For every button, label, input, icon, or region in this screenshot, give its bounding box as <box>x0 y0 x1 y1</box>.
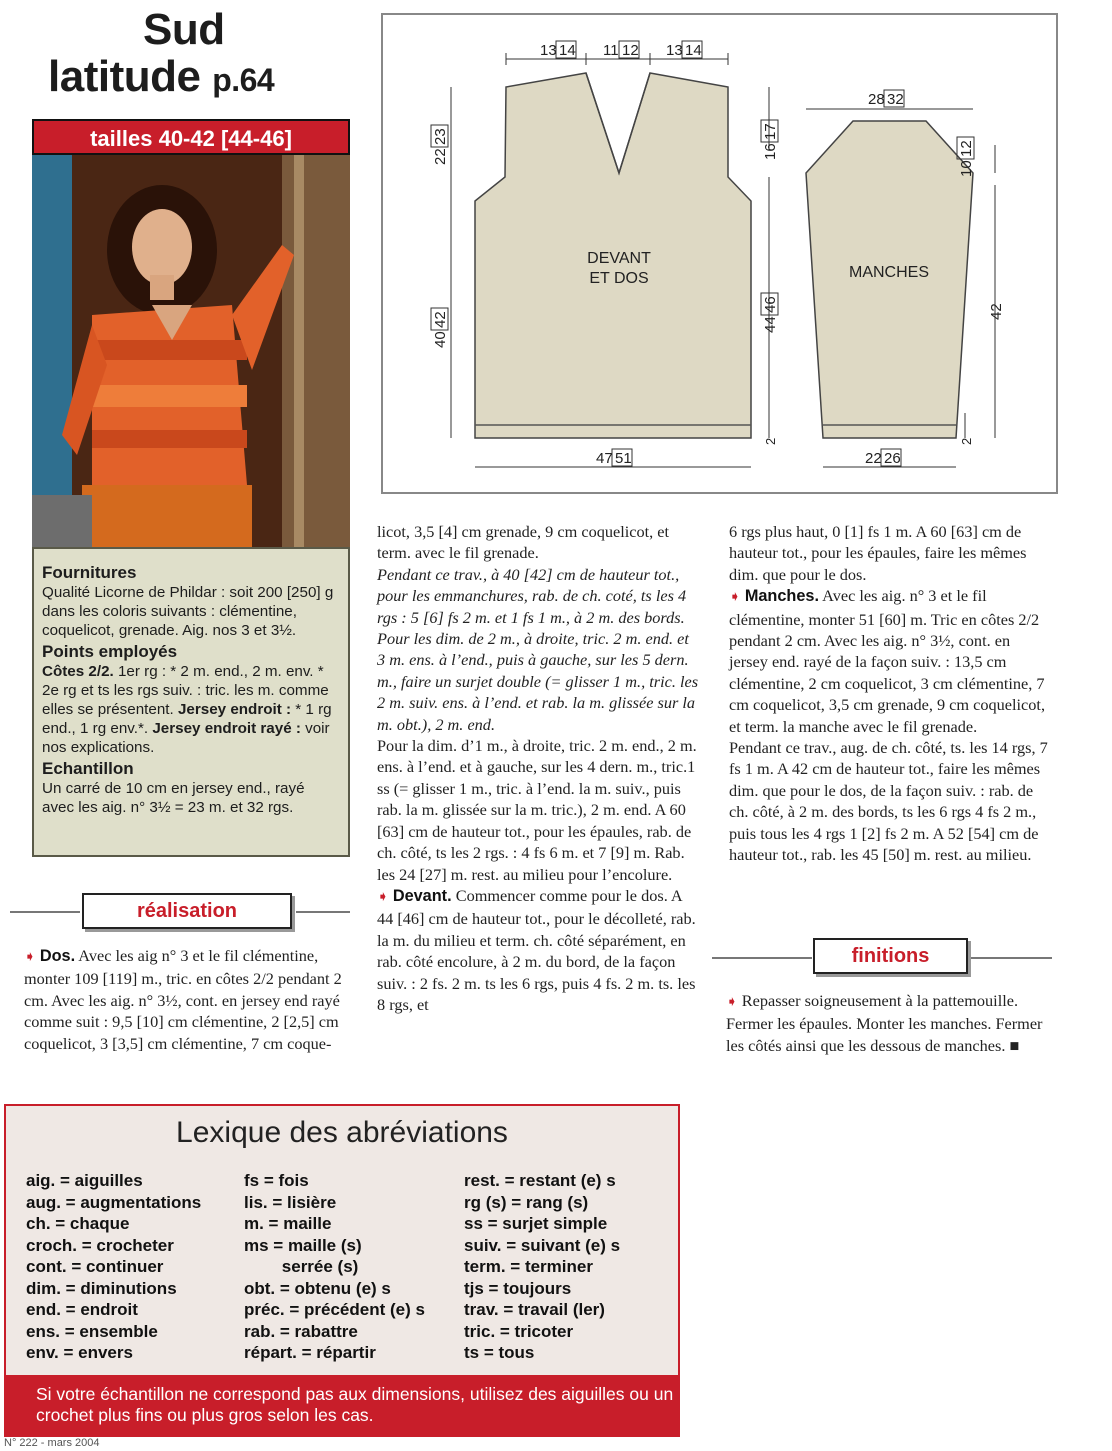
dim-top-mid: 11 <box>603 42 619 59</box>
col2-paragraph-2: Pendant ce trav., à 40 [42] cm de hauteur tot., pour les emmanchures, rab. de ch. coté, ts les 4 rgs : 5 [6] fs 2 m. et 1 fs 1 m., à 2 m. des bords. Pour les dim. de 2 m., à droite, tric. 2 m. end. et 3 m. ens. à l’end., puis à gauche, sur les 5 dern. m., faire un surjet double (= glisser 1 m., tric. les 2 m. suiv. ens. à l’end. et rab. la m. glissée sur la m. obt.), 2 m. end. <box>377 564 699 734</box>
dim-sleeve-cap: 10 <box>958 160 975 177</box>
dim-left-upper-box: 23 <box>432 128 449 145</box>
lexique-entry: ss = surjet simple <box>464 1214 608 1233</box>
dim-bottom-body: 47 <box>596 450 613 467</box>
manches-lead: Manches. <box>744 587 820 606</box>
lexique-entry: rest. = restant (e) s <box>464 1171 616 1190</box>
dos-body: Avec les aig n° 3 et le fil clémentine, monter 109 [119] m., tric. en côtes 2/2 pendant 2 cm. Avec les aig. n° 3½, cont. en jersey end rayé comme suit : 9,5 [10] cm clémentine, 2 [2,5] cm coquelicot, 3 [3,5] cm clémentine, 7 cm coque- <box>24 946 342 1053</box>
dim-right-lower: 44 <box>762 316 779 333</box>
lexique-entry: obt. = obtenu (e) s <box>244 1278 391 1298</box>
arrow-icon: ➧ <box>726 995 738 1010</box>
dim-right-lower-box: 46 <box>762 296 779 313</box>
lexique-entry: ms = maille (s) <box>244 1235 362 1255</box>
fournitures-heading: Fournitures <box>42 563 137 582</box>
echantillon-heading: Echantillon <box>42 759 134 778</box>
dim-sleeve-cap-box: 12 <box>958 140 975 157</box>
jersey-text: * 1 rg end., 1 rg env.*. <box>42 701 332 737</box>
finitions-heading: finitions <box>813 938 968 974</box>
dim-sleeve-length: 42 <box>988 303 1005 320</box>
dos-instructions <box>24 945 350 1054</box>
gauge-note: Si votre échantillon ne correspond pas aux dimensions, utilisez des aiguilles ou un crochet plus fins ou plus gros selon les cas. <box>6 1375 678 1435</box>
dim-sleeve-bottom: 22 <box>865 450 882 467</box>
realisation-rule-right <box>296 911 350 913</box>
issue-footer: N° 222 - mars 2004 <box>4 1437 100 1449</box>
middle-column <box>377 521 699 1015</box>
dim-right-upper-box: 17 <box>762 123 779 140</box>
realisation-rule-left <box>10 911 80 913</box>
manches-body: Avec les aig. n° 3 et le fil clémentine, monter 51 [60] m. Tric en côtes 2/2 pendant 2 cm. Avec les aig. n° 3½, cont. en jersey end. rayé de la façon suiv. : 13,5 cm clémentine, 2 cm coquelicot, 3 cm clémentine, 7 cm coquelicot, 3,5 cm grenade, 9 cm coquelicot, et term. la manche avec le fil grenade. <box>729 586 1046 736</box>
lexique-entry: rab. = rabattre <box>244 1321 358 1341</box>
sizes-badge: tailles 40-42 [44-46] <box>32 119 350 155</box>
jersey-raye-label: Jersey endroit rayé : <box>152 720 301 737</box>
lexique-entry: ens. = ensemble <box>26 1321 158 1341</box>
lexique-entry: tric. = tricoter <box>464 1321 574 1341</box>
title-line-1: Sud <box>143 5 225 54</box>
dim-right-upper: 16 <box>762 143 779 160</box>
dim-left-lower-box: 42 <box>432 311 449 328</box>
lexique-column-3 <box>464 1170 620 1364</box>
right-column <box>729 521 1053 866</box>
dim-sleeve-top: 28 <box>868 91 885 108</box>
pattern-schematic <box>383 15 1060 496</box>
cotes-text: 1er rg : * 2 m. end., 2 m. env. * 2e rg et ts les rgs suiv. : tric. les m. comme elles se présentent. <box>42 663 329 718</box>
pattern-title <box>48 5 348 105</box>
col3-paragraph-1: 6 rgs plus haut, 0 [1] fs 1 m. A 60 [63] cm de hauteur tot., pour les épaules, faire les mêmes dim. que pour le dos. <box>729 522 1027 584</box>
lexique-entry: ts = tous <box>464 1343 535 1362</box>
lexique-entry: ch. = chaque <box>26 1214 130 1233</box>
lexique-entry: env. = envers <box>26 1343 133 1362</box>
arrow-icon: ➧ <box>24 950 36 965</box>
echantillon-text: Un carré de 10 cm en jersey end., rayé avec les aig. n° 3½ = 23 m. et 32 rgs. <box>42 780 305 816</box>
page-reference: p.64 <box>212 62 275 98</box>
dim-left-lower: 40 <box>432 331 449 348</box>
realisation-heading: réalisation <box>82 893 292 929</box>
points-text <box>42 662 340 757</box>
lexique-entry: aig. = aiguilles <box>26 1171 143 1190</box>
dim-left-upper: 22 <box>432 148 449 165</box>
arrow-icon: ➧ <box>729 590 741 606</box>
lexique-entry: term. = terminer <box>464 1257 593 1276</box>
devant-body: Commencer comme pour le dos. A 44 [46] cm de hauteur tot., pour le décolleté, rab. la m. du milieu et term. ch. côté séparément, en rab. côté encolure, à 2 m. du bord, de la façon suiv. : 2 fs. 2 m. ts les 6 rgs, puis 4 fs. 2 m. ts. les 8 rgs, et <box>377 885 696 1014</box>
dim-sleeve-top-box: 32 <box>887 91 904 108</box>
finitions-body: Repasser soigneusement à la pattemouille. Fermer les épaules. Monter les manches. Fermer les côtés ainsi que les dessous de manches. ■ <box>726 991 1043 1055</box>
lexique-entry: aug. = augmentations <box>26 1192 202 1212</box>
finitions-rule-right <box>970 957 1052 959</box>
lexique-entry: cont. = continuer <box>26 1257 164 1276</box>
col2-paragraph-3: Pour la dim. d’1 m., à droite, tric. 2 m. end., 2 m. ens. à l’end. et à gauche, sur les 4 dern. m., tric.1 ss (= glisser 1 m., tric. à l’end. la m. suiv., puis rab. la m. glissée sur la m. tric.), 2 m. end. A 60 [63] cm de hauteur tot., pour les épaules, rab. de ch. côté, ts les 2 rgs. : 4 fs 6 m. et 7 [9] m. Rab. les 24 [27] m. rest. au milieu pour l’encolure. <box>377 736 697 884</box>
finitions-rule-left <box>712 957 812 959</box>
model-photo-illustration <box>32 155 350 547</box>
sleeve-label: MANCHES <box>848 264 930 281</box>
model-photo <box>32 155 350 547</box>
lexique-column-2 <box>244 1170 425 1364</box>
col2-paragraph-1: licot, 3,5 [4] cm grenade, 9 cm coquelicot, et term. avec le fil grenade. <box>377 522 670 563</box>
lexique-column-1 <box>26 1170 201 1364</box>
lexique-entry: lis. = lisière <box>244 1192 337 1212</box>
lexique-entry: end. = endroit <box>26 1300 138 1319</box>
title-word: latitude <box>48 52 201 101</box>
jersey-label: Jersey endroit : <box>177 701 292 718</box>
lexique-entry: rg (s) = rang (s) <box>464 1192 589 1212</box>
devant-paragraph <box>377 885 699 1015</box>
lexique-entry: trav. = travail (ler) <box>464 1300 605 1319</box>
points-heading: Points employés <box>42 642 178 661</box>
dim-top-left: 13 <box>540 42 557 59</box>
dim-top-right: 13 <box>666 42 683 59</box>
devant-lead: Devant. <box>392 886 452 905</box>
dim-sleeve-rib: 2 <box>959 437 974 445</box>
manches-paragraph <box>729 585 1053 737</box>
lexique-entry: m. = maille <box>244 1214 332 1233</box>
dim-top-mid-box: 12 <box>622 42 639 59</box>
dos-paragraph <box>24 945 350 1054</box>
lexique-entry: répart. = répartir <box>244 1343 376 1362</box>
dos-lead: Dos. <box>39 947 76 965</box>
schematic-diagram <box>381 13 1058 494</box>
supplies-panel <box>32 547 350 857</box>
lexique-entry: préc. = précédent (e) s <box>244 1300 425 1319</box>
lexique-entry: tjs = toujours <box>464 1278 572 1298</box>
title-line-2 <box>48 52 348 105</box>
dim-body-rib: 2 <box>763 437 778 445</box>
dim-top-left-box: 14 <box>559 42 576 59</box>
dim-top-right-box: 14 <box>685 42 702 59</box>
lexique-entry: serrée (s) <box>244 1257 359 1276</box>
dim-bottom-body-box: 51 <box>615 450 632 467</box>
lexique-entry: suiv. = suivant (e) s <box>464 1235 621 1255</box>
dim-sleeve-bottom-box: 26 <box>884 450 901 467</box>
finitions-text <box>726 990 1052 1056</box>
jersey-raye-text: voir nos explications. <box>42 720 330 756</box>
body-label-2: ET DOS <box>589 270 649 287</box>
fournitures-text: Qualité Licorne de Phildar : soit 200 [250] g dans les coloris suivants : clémentine, coquelicot, grenade. Aig. nos 3 et 3½. <box>42 584 334 639</box>
abbreviations-box <box>4 1104 680 1437</box>
lexique-entry: dim. = diminutions <box>26 1278 177 1298</box>
col3-paragraph-3: Pendant ce trav., aug. de ch. côté, ts. les 14 rgs, 7 fs 1 m. A 42 cm de hauteur tot., faire les mêmes dim. que pour le dos, de la façon suiv. : rab. de ch. côté, à 2 m. des bords, ts les 6 rgs 4 fs 2 m., puis tous les 4 rgs 1 [2] fs 2 m. A 52 [54] cm de hauteur tot., rab. les 45 [50] m. rest. au milieu. <box>729 738 1048 865</box>
finitions-paragraph <box>726 990 1052 1056</box>
lexique-entry: croch. = crocheter <box>26 1235 174 1255</box>
arrow-icon: ➧ <box>377 889 389 905</box>
body-label-1: DEVANT <box>587 250 651 267</box>
cotes-label: Côtes 2/2. <box>42 663 114 680</box>
lexique-entry: fs = fois <box>244 1171 309 1190</box>
lexique-title: Lexique des abréviations <box>176 1116 508 1149</box>
